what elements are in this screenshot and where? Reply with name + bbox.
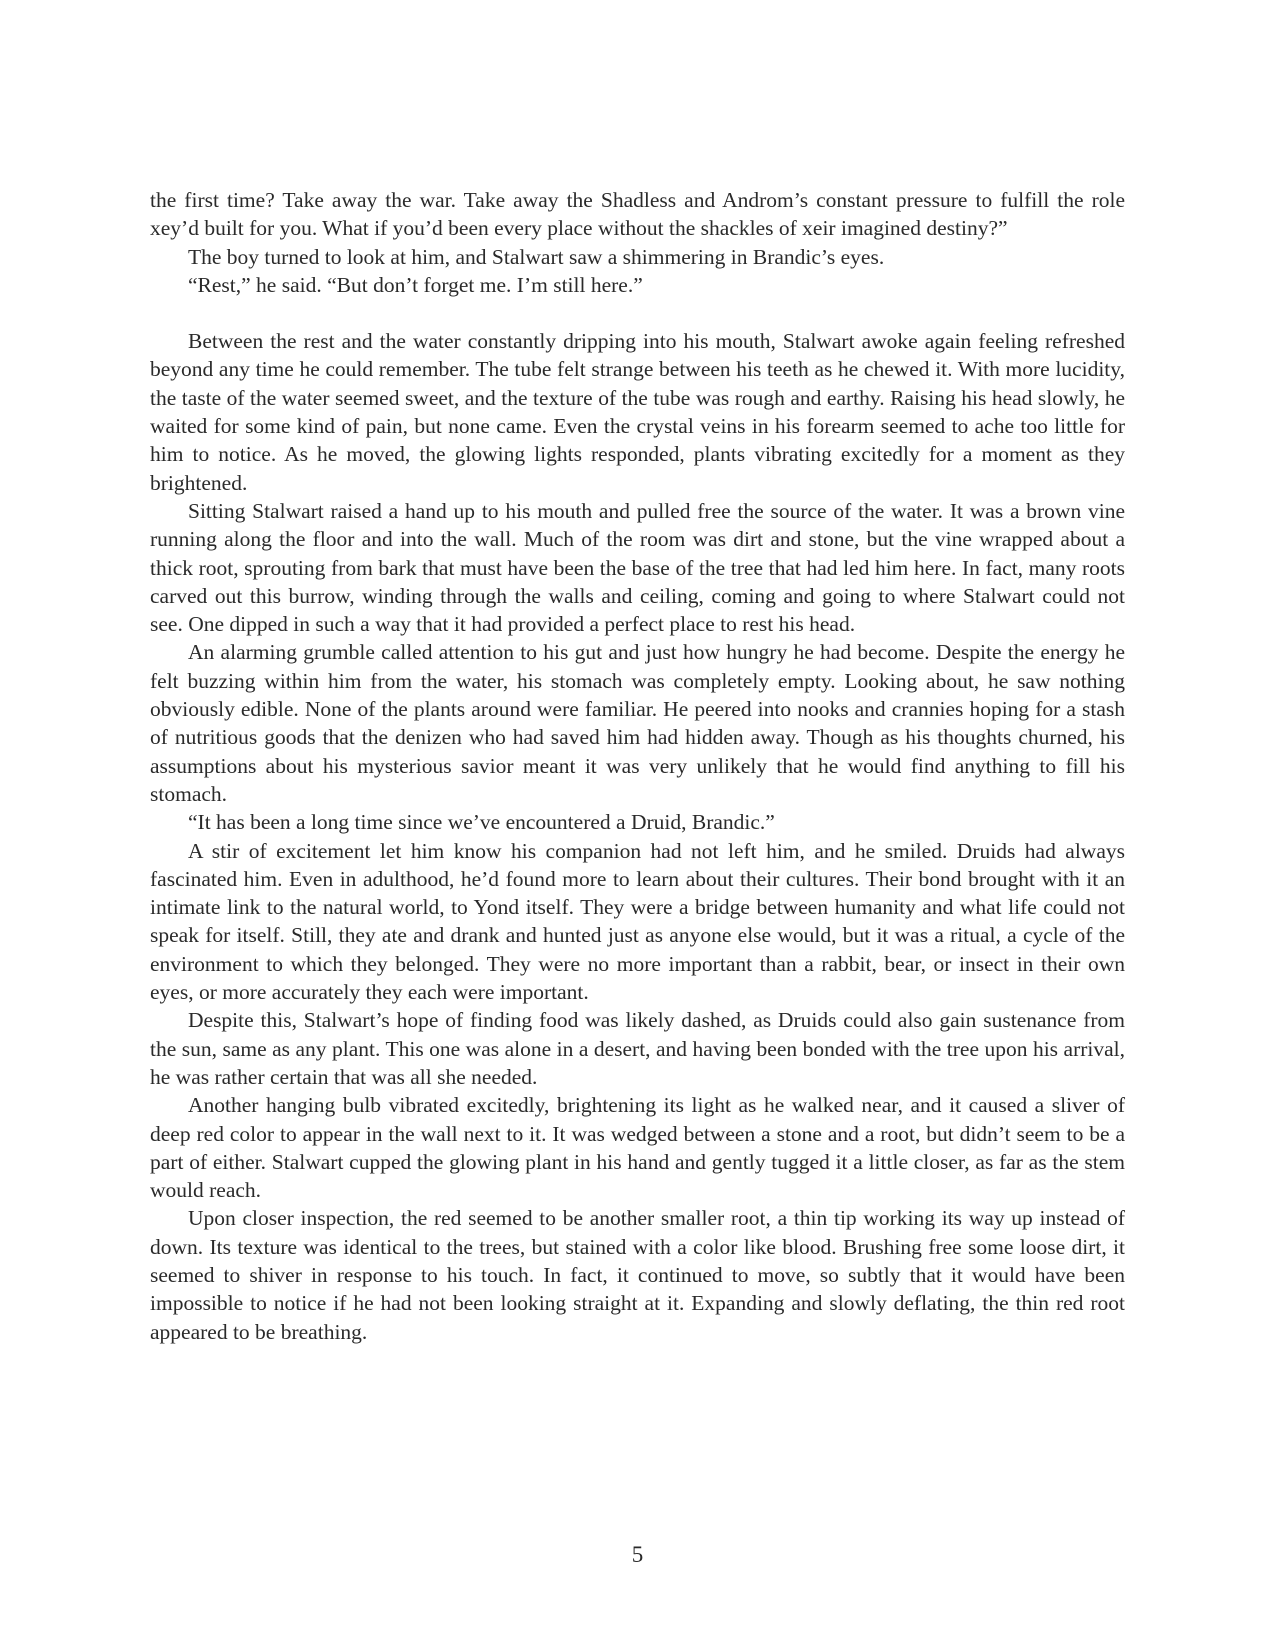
paragraph: The boy turned to look at him, and Stalwart saw a shimmering in Brandic’s eyes. xyxy=(188,244,885,269)
paragraph: the first time? Take away the war. Take away the Shadless and Androm’s constant pressure to fulfill the role xey’d built for you. What if you’d been every place without the shackles of xeir imagined destiny?” xyxy=(150,188,1125,241)
paragraph: Another hanging bulb vibrated excitedly, brightening its light as he walked near, and it caused a sliver of deep red color to appear in the wall next to it. It was wedged between a stone and a root, but didn’t seem to be a part of either. Stalwart cupped the glowing plant in his hand and gently tugged it a little closer, as far as the stem would reach. xyxy=(150,1093,1125,1203)
paragraph: Sitting Stalwart raised a hand up to his mouth and pulled free the source of the water. It was a brown vine running along the floor and into the wall. Much of the room was dirt and stone, but the vine wrapped about a thick root, sprouting from bark that must have been the base of the tree that had led him here. In fact, many roots carved out this burrow, winding through the walls and ceiling, coming and going to where Stalwart could not see. One dipped in such a way that it had provided a perfect place to rest his head. xyxy=(150,498,1125,637)
paragraph: “Rest,” he said. “But don’t forget me. I’m still here.” xyxy=(188,272,643,297)
paragraph: Between the rest and the water constantly dripping into his mouth, Stalwart awoke again feeling refreshed beyond any time he could remember. The tube felt strange between his teeth as he chewed it. With more lucidity, the taste of the water seemed sweet, and the texture of the tube was rough and earthy. Raising his head slowly, he waited for some kind of pain, but none came. Even the crystal veins in his forearm seemed to ache too little for him to notice. As he moved, the glowing lights responded, plants vibrating excitedly for a moment as they brightened. xyxy=(150,329,1125,495)
body-text xyxy=(150,186,1125,1346)
paragraph: A stir of excitement let him know his companion had not left him, and he smiled. Druids had always fascinated him. Even in adulthood, he’d found more to learn about their cultures. Their bond brought with it an intimate link to the natural world, to Yond itself. They were a bridge between humanity and what life could not speak for itself. Still, they ate and drank and hunted just as anyone else would, but it was a ritual, a cycle of the environment to which they belonged. They were no more important than a rabbit, bear, or insect in their own eyes, or more accurately they each were important. xyxy=(150,838,1125,1005)
section-break xyxy=(150,299,1125,327)
paragraph: An alarming grumble called attention to his gut and just how hungry he had become. Despite the energy he felt buzzing within him from the water, his stomach was completely empty. Looking about, he saw nothing obviously edible. None of the plants around were familiar. He peered into nooks and crannies hoping for a stash of nutritious goods that the denizen who had saved him had hidden away. Though as his thoughts churned, his assumptions about his mysterious savior meant it was very unlikely that he would find anything to fill his stomach. xyxy=(150,640,1125,806)
paragraph: Upon closer inspection, the red seemed to be another smaller root, a thin tip working its way up instead of down. Its texture was identical to the trees, but stained with a color like blood. Brushing free some loose dirt, it seemed to shiver in response to his touch. In fact, it continued to move, so subtly that it would have been impossible to notice if he had not been looking straight at it. Expanding and slowly deflating, the thin red root appeared to be breathing. xyxy=(150,1206,1125,1344)
paragraph: “It has been a long time since we’ve encountered a Druid, Brandic.” xyxy=(188,810,775,835)
paragraph: Despite this, Stalwart’s hope of finding food was likely dashed, as Druids could also gain sustenance from the sun, same as any plant. This one was alone in a desert, and having been bonded with the tree upon his arrival, he was rather certain that was all she needed. xyxy=(150,1008,1125,1089)
page-number: 5 xyxy=(631,1542,644,1567)
